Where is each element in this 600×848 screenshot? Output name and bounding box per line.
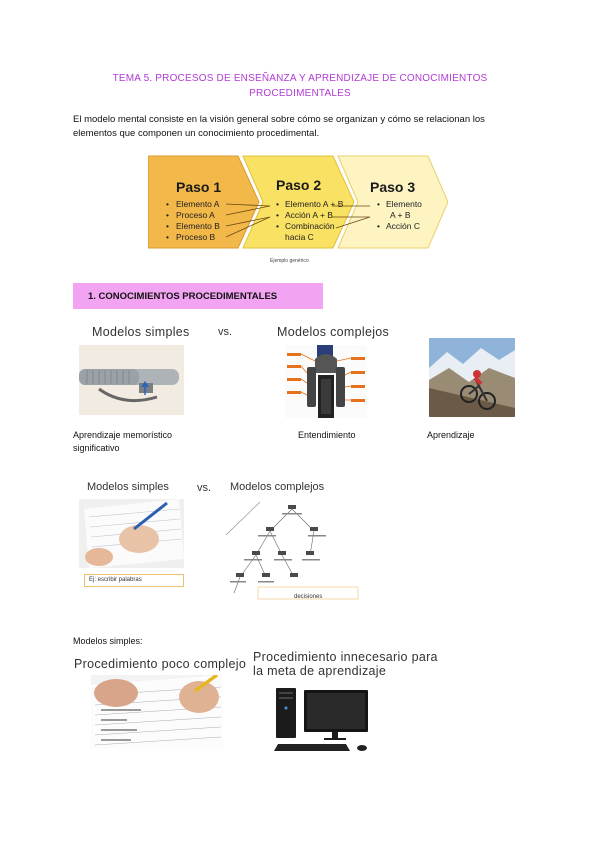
- step1-item-3: Elemento B: [176, 221, 220, 231]
- bike-handle-image: [79, 345, 184, 415]
- intro-line2: elementos que componen un conocimiento procedimental.: [73, 128, 320, 139]
- svg-text:•: •: [166, 210, 169, 220]
- steps-diagram: [148, 154, 448, 264]
- caption-write-words: Ej: escribir palabras: [84, 574, 184, 587]
- step1-title: Paso 1: [176, 179, 222, 195]
- row2-models-simple: Modelos simples: [87, 481, 169, 493]
- writing-hand-image: [79, 499, 184, 568]
- intro-line1: El modelo mental consiste en la visión general sobre cómo se organizan y cómo se relacionan los: [73, 114, 485, 125]
- svg-text:•: •: [166, 232, 169, 242]
- label-rote-learning-2: significativo: [73, 443, 120, 453]
- step2-title: Paso 2: [276, 177, 322, 193]
- row3-heading: Modelos simples:: [73, 636, 143, 646]
- doc-title-line2: PROCEDIMENTALES: [249, 88, 351, 99]
- step3-item-3: Acción C: [386, 221, 421, 231]
- doc-title-line1: TEMA 5. PROCESOS DE ENSEÑANZA Y APRENDIZAJE DE CONOCIMIENTOS: [112, 73, 488, 84]
- row1-models-complex: Modelos complejos: [277, 325, 390, 339]
- step3-item-2: A + B: [390, 210, 411, 220]
- caption-decisions: decisiones: [294, 594, 323, 600]
- step1-item-2: Proceso A: [176, 210, 215, 220]
- step2-item-2: Acción A + B: [285, 210, 333, 220]
- worksheet-writing-image: [91, 675, 223, 749]
- row3-right-label-1: Procedimiento innecesario para: [253, 650, 438, 664]
- row2-models-complex: Modelos complejos: [230, 481, 325, 493]
- row3-right-label-2: la meta de aprendizaje: [253, 664, 387, 678]
- bike-brake-diagram-image: [285, 345, 367, 418]
- desktop-computer-image: [268, 684, 374, 754]
- row1-models-simple: Modelos simples: [92, 325, 190, 339]
- svg-text:•: •: [377, 221, 380, 231]
- row2-vs: vs.: [197, 482, 212, 494]
- step2-item-4: hacia C: [285, 232, 314, 242]
- svg-text:•: •: [276, 199, 279, 209]
- step1-item-1: Elemento A: [176, 199, 220, 209]
- steps-caption: Ejemplo genérico: [270, 258, 309, 264]
- label-rote-learning: Aprendizaje memorístico: [73, 430, 173, 440]
- row1-vs: vs.: [218, 326, 233, 338]
- label-learning: Aprendizaje: [427, 430, 475, 440]
- svg-text:•: •: [377, 199, 380, 209]
- section-1-title: 1. CONOCIMIENTOS PROCEDIMENTALES: [88, 291, 278, 302]
- svg-text:•: •: [276, 221, 279, 231]
- step2-item-3: Combinación: [285, 221, 335, 231]
- step1-item-4: Proceso B: [176, 232, 216, 242]
- decision-tree-image: [222, 497, 362, 605]
- step3-title: Paso 3: [370, 179, 416, 195]
- mountain-biker-image: [429, 338, 515, 417]
- svg-text:•: •: [276, 210, 279, 220]
- svg-text:•: •: [166, 199, 169, 209]
- label-understanding: Entendimiento: [298, 430, 356, 440]
- step3-item-1: Elemento: [386, 199, 422, 209]
- row3-left-label: Procedimiento poco complejo: [74, 657, 247, 671]
- svg-text:•: •: [166, 221, 169, 231]
- step2-item-1: Elemento A + B: [285, 199, 344, 209]
